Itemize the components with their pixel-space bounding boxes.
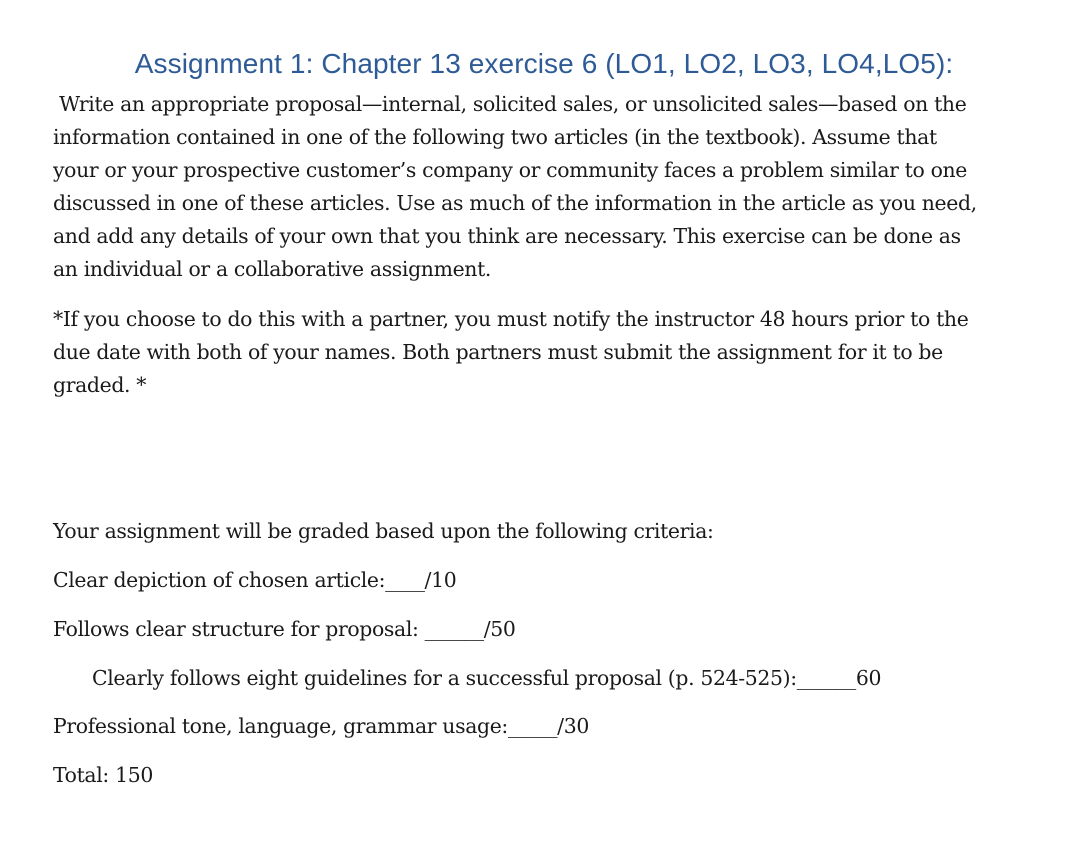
instructions-line: and add any details of your own that you think are necessary. This exercise can be done as [53,224,961,248]
criterion-guidelines: Clearly follows eight guidelines for a successful proposal (p. 524-525):______60 [92,666,882,690]
partner-note-line: *If you choose to do this with a partner, you must notify the instructor 48 hours prior to the [53,307,969,331]
partner-note-line: due date with both of your names. Both partners must submit the assignment for it to be [53,340,943,364]
criteria-total: Total: 150 [53,763,153,787]
instructions-line: an individual or a collaborative assignment. [53,257,492,281]
criteria-heading: Your assignment will be graded based upon the following criteria: [53,519,714,543]
criterion-article: Clear depiction of chosen article:____/10 [53,568,457,592]
instructions-line: information contained in one of the following two articles (in the textbook). Assume that [53,125,937,149]
criterion-structure: Follows clear structure for proposal: ______/50 [53,617,516,641]
assignment-instructions [53,88,1043,286]
instructions-line: discussed in one of these articles. Use as much of the information in the article as you need, [53,191,977,215]
partner-note-line: graded. * [53,373,147,397]
assignment-title: Assignment 1: Chapter 13 exercise 6 (LO1, LO2, LO3, LO4,LO5): [134,48,954,79]
instructions-line: your or your prospective customer’s company or community faces a problem similar to one [53,158,968,182]
instructions-line: Write an appropriate proposal—internal, solicited sales, or unsolicited sales—based on the [53,92,967,116]
partner-note [53,303,1043,402]
criterion-tone: Professional tone, language, grammar usage:_____/30 [53,714,589,738]
